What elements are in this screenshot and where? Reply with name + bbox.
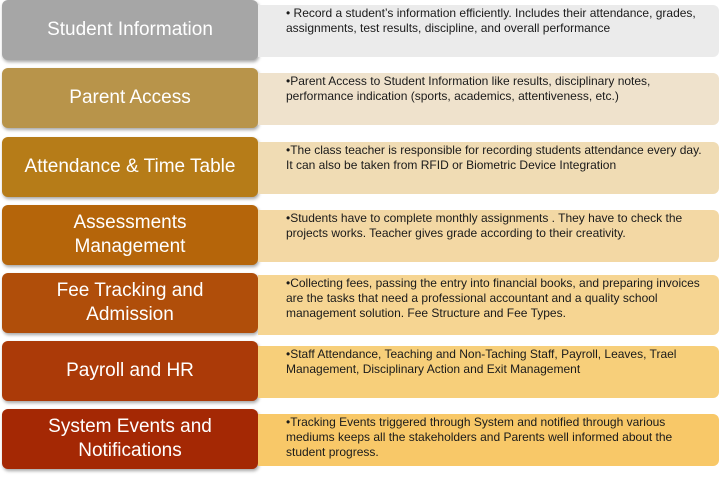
feature-description: •Parent Access to Student Information like results, disciplinary notes, performance indication (sports, academics, attentiveness, etc.) — [286, 74, 651, 103]
feature-description-box — [258, 210, 719, 262]
feature-description-box — [258, 275, 719, 335]
feature-description: •Tracking Events triggered through System and notified through various mediums keeps all the stakeholders and Parents well informed about the student progress. — [286, 415, 673, 459]
feature-title: Parent Access — [69, 87, 191, 108]
feature-title-box — [2, 0, 258, 60]
feature-title: Attendance & Time Table — [24, 156, 236, 177]
feature-title: Assessments Management — [73, 212, 187, 257]
feature-title: System Events and Notifications — [48, 416, 212, 461]
feature-title-box — [2, 137, 258, 197]
feature-title-box — [2, 341, 258, 401]
feature-description: • Record a student’s information efficiently. Includes their attendance, grades, assignments, test results, discipline, and overall performance — [286, 6, 696, 35]
feature-description-box — [258, 346, 719, 398]
feature-description-box — [258, 414, 719, 466]
feature-row-fee-tracking-admission — [0, 273, 720, 333]
feature-title: Student Information — [47, 19, 213, 40]
feature-row-student-information — [0, 0, 720, 60]
feature-title-box — [2, 205, 258, 265]
feature-description: •Collecting fees, passing the entry into financial books, and preparing invoices are the tasks that need a professional accountant and a quality school management solution. Fee Structure and Fee Types. — [286, 276, 700, 320]
feature-row-assessments-management — [0, 205, 720, 265]
feature-row-payroll-hr — [0, 341, 720, 401]
feature-title: Fee Tracking and Admission — [56, 280, 204, 325]
feature-row-attendance-time-table — [0, 137, 720, 197]
feature-description-box — [258, 5, 719, 57]
feature-description-box — [258, 73, 719, 125]
feature-description: •Students have to complete monthly assignments . They have to check the projects works. Teacher gives grade according to their creativity. — [286, 211, 683, 240]
feature-description: •Staff Attendance, Teaching and Non-Taching Staff, Payroll, Leaves, Trael Management, Disciplinary Action and Exit Management — [286, 347, 677, 376]
feature-title-box — [2, 68, 258, 128]
feature-description-box — [258, 142, 719, 194]
feature-row-parent-access — [0, 68, 720, 128]
feature-row-system-events-notifications — [0, 409, 720, 469]
feature-title: Payroll and HR — [66, 360, 194, 381]
feature-title-box — [2, 273, 258, 333]
feature-title-box — [2, 409, 258, 469]
feature-description: •The class teacher is responsible for recording students attendance every day. It can also be taken from RFID or Biometric Device Integration — [286, 143, 702, 172]
